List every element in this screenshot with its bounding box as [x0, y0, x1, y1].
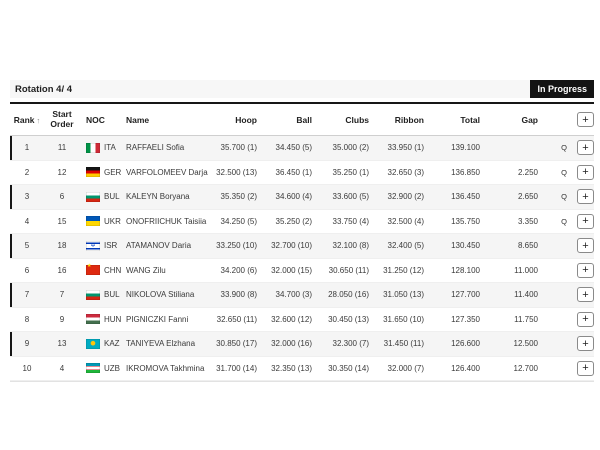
ribbon-score-cell: 31.050 (13) — [383, 290, 424, 300]
start-order-cell: 15 — [57, 216, 67, 226]
noc-code: UZB — [104, 363, 120, 373]
noc-cell — [80, 167, 126, 177]
rank-cell: 6 — [24, 265, 30, 275]
sort-ascending-icon: ↑ — [36, 115, 41, 125]
table-row — [10, 283, 594, 308]
clubs-score-cell: 32.100 (8) — [332, 241, 369, 251]
gap-cell: 11.000 — [514, 265, 538, 275]
column-header-start-order: Start Order — [50, 108, 74, 129]
noc-cell — [80, 192, 126, 202]
rank-cell: 2 — [24, 167, 30, 177]
clubs-score-cell: 32.300 (7) — [332, 339, 369, 349]
athlete-name: KALEYN Boryana — [126, 192, 190, 202]
ball-score-cell: 34.600 (4) — [275, 192, 312, 202]
total-score-cell: 126.400 — [451, 363, 480, 373]
noc-code: CHN — [104, 265, 122, 275]
start-order-cell: 6 — [59, 192, 65, 202]
start-order-cell: 9 — [59, 314, 65, 324]
ball-score-cell: 32.000 (16) — [271, 339, 312, 349]
gap-cell: 12.700 — [513, 363, 538, 373]
noc-code: KAZ — [104, 339, 120, 349]
hoop-score-cell: 32.500 (13) — [216, 167, 257, 177]
ribbon-score-cell: 32.400 (5) — [387, 241, 424, 251]
ball-score-cell: 34.450 (5) — [275, 143, 312, 153]
athlete-name: IKROMOVA Takhmina — [126, 363, 205, 373]
results-table — [10, 102, 594, 382]
hoop-score-cell: 33.900 (8) — [220, 290, 257, 300]
table-row — [10, 185, 594, 210]
flag-uzb-icon — [86, 363, 100, 373]
expand-row-button[interactable]: + — [577, 312, 594, 327]
table-row — [10, 357, 594, 382]
column-header-gap: Gap — [521, 114, 538, 125]
qualified-marker: Q — [561, 216, 567, 226]
hoop-score-cell: 30.850 (17) — [216, 339, 257, 349]
ribbon-score-cell: 32.000 (7) — [387, 363, 424, 373]
expand-row-button[interactable]: + — [577, 361, 594, 376]
flag-chn-icon — [86, 265, 100, 275]
clubs-score-cell: 33.750 (4) — [332, 216, 369, 226]
total-score-cell: 139.100 — [451, 143, 480, 153]
noc-code: BUL — [104, 290, 120, 300]
hoop-score-cell: 33.250 (10) — [216, 241, 257, 251]
rotation-label: Rotation 4/ 4 — [15, 83, 73, 95]
ribbon-score-cell: 32.650 (3) — [387, 167, 424, 177]
column-header-noc: NOC — [86, 114, 105, 125]
noc-cell — [80, 265, 126, 275]
rank-cell: 8 — [24, 314, 30, 324]
noc-code: BUL — [104, 192, 120, 202]
noc-cell — [80, 143, 126, 153]
clubs-score-cell: 33.600 (5) — [332, 192, 369, 202]
athlete-name: WANG Zilu — [126, 265, 166, 275]
expand-row-button[interactable]: + — [577, 287, 594, 302]
start-order-cell: 4 — [59, 363, 65, 373]
noc-code: UKR — [104, 216, 121, 226]
noc-cell — [80, 363, 126, 373]
table-row — [10, 136, 594, 161]
hoop-score-cell: 32.650 (11) — [216, 314, 257, 324]
start-order-cell: 12 — [57, 167, 67, 177]
column-header-hoop: Hoop — [235, 114, 257, 125]
flag-ger-icon — [86, 167, 100, 177]
gap-cell: 11.400 — [514, 290, 538, 300]
total-score-cell: 130.450 — [451, 241, 480, 251]
start-order-cell: 13 — [57, 339, 67, 349]
rank-cell: 3 — [24, 192, 30, 202]
ball-score-cell: 32.350 (13) — [271, 363, 312, 373]
noc-cell — [80, 216, 126, 226]
table-row — [10, 308, 594, 333]
total-score-cell: 126.600 — [451, 339, 480, 349]
results-panel — [10, 80, 594, 382]
clubs-score-cell: 35.000 (2) — [332, 143, 369, 153]
start-order-cell: 11 — [57, 143, 67, 153]
gap-cell: 3.350 — [517, 216, 538, 226]
noc-code: ISR — [104, 241, 118, 251]
ribbon-score-cell: 33.950 (1) — [387, 143, 424, 153]
flag-ukr-icon — [86, 216, 100, 226]
expand-row-button[interactable]: + — [577, 238, 594, 253]
clubs-score-cell: 28.050 (16) — [328, 290, 369, 300]
clubs-score-cell: 30.350 (14) — [328, 363, 369, 373]
flag-bul-icon — [86, 192, 100, 202]
rank-cell: 7 — [24, 290, 30, 300]
flag-isr-icon — [86, 241, 100, 251]
gap-cell: 2.250 — [517, 167, 538, 177]
table-row — [10, 210, 594, 235]
ribbon-score-cell: 31.250 (12) — [383, 265, 424, 275]
rotation-bar — [10, 80, 594, 98]
ball-score-cell: 35.250 (2) — [275, 216, 312, 226]
rank-cell: 10 — [22, 363, 32, 373]
noc-cell — [80, 339, 126, 349]
athlete-name: PIGNICZKI Fanni — [126, 314, 189, 324]
total-score-cell: 127.700 — [451, 290, 480, 300]
table-row — [10, 234, 594, 259]
rank-cell: 9 — [24, 339, 30, 349]
rank-cell: 1 — [24, 143, 30, 153]
expand-row-button[interactable]: + — [577, 165, 594, 180]
qualified-marker: Q — [561, 167, 567, 177]
clubs-score-cell: 30.650 (11) — [328, 265, 369, 275]
athlete-name: ATAMANOV Daria — [126, 241, 192, 251]
noc-cell — [80, 314, 126, 324]
gap-cell: 8.650 — [517, 241, 538, 251]
start-order-cell: 16 — [57, 265, 67, 275]
expand-row-button[interactable]: + — [577, 263, 594, 278]
flag-hun-icon — [86, 314, 100, 324]
clubs-score-cell: 35.250 (1) — [332, 167, 369, 177]
ribbon-score-cell: 31.650 (10) — [383, 314, 424, 324]
table-row — [10, 161, 594, 186]
total-score-cell: 135.750 — [451, 216, 480, 226]
athlete-name: VARFOLOMEEV Darja — [126, 167, 208, 177]
expand-row-button[interactable]: + — [577, 189, 594, 204]
noc-code: HUN — [104, 314, 122, 324]
table-header-row — [10, 104, 594, 136]
expand-row-button[interactable]: + — [577, 214, 594, 229]
column-header-total: Total — [460, 114, 480, 125]
ball-score-cell: 32.700 (10) — [271, 241, 312, 251]
column-header-name: Name — [126, 114, 150, 125]
gap-cell: 11.750 — [514, 314, 538, 324]
noc-cell — [80, 290, 126, 300]
total-score-cell: 128.100 — [451, 265, 480, 275]
hoop-score-cell: 35.700 (1) — [220, 143, 257, 153]
hoop-score-cell: 34.250 (5) — [220, 216, 257, 226]
qualified-marker: Q — [561, 192, 567, 202]
hoop-score-cell: 34.200 (6) — [220, 265, 257, 275]
column-header-clubs: Clubs — [345, 114, 369, 125]
ball-score-cell: 32.600 (12) — [271, 314, 312, 324]
ribbon-score-cell: 32.500 (4) — [387, 216, 424, 226]
column-header-ball: Ball — [296, 114, 312, 125]
athlete-name: NIKOLOVA Stiliana — [126, 290, 195, 300]
noc-code: GER — [104, 167, 122, 177]
flag-bul-icon — [86, 290, 100, 300]
ball-score-cell: 32.000 (15) — [271, 265, 312, 275]
athlete-name: ONOFRIICHUK Taisiia — [126, 216, 207, 226]
column-header-ribbon: Ribbon — [394, 114, 424, 125]
athlete-name: TANIYEVA Elzhana — [126, 339, 196, 349]
gap-cell: 12.500 — [513, 339, 538, 349]
total-score-cell: 136.450 — [451, 192, 480, 202]
flag-ita-icon — [86, 143, 100, 153]
total-score-cell: 136.850 — [451, 167, 480, 177]
table-body — [10, 136, 594, 381]
hoop-score-cell: 31.700 (14) — [216, 363, 257, 373]
qualified-marker: Q — [561, 143, 567, 153]
column-header-rank[interactable]: Rank ↑ — [13, 114, 41, 125]
start-order-cell: 7 — [59, 290, 65, 300]
table-row — [10, 259, 594, 284]
total-score-cell: 127.350 — [451, 314, 480, 324]
athlete-name: RAFFAELI Sofia — [126, 143, 185, 153]
expand-row-button[interactable]: + — [577, 140, 594, 155]
rank-cell: 4 — [24, 216, 30, 226]
gap-cell: 2.650 — [517, 192, 538, 202]
noc-cell — [80, 241, 126, 251]
ball-score-cell: 34.700 (3) — [275, 290, 312, 300]
ribbon-score-cell: 32.900 (2) — [387, 192, 424, 202]
ball-score-cell: 36.450 (1) — [275, 167, 312, 177]
ribbon-score-cell: 31.450 (11) — [383, 339, 424, 349]
table-row — [10, 332, 594, 357]
status-badge: In Progress — [530, 80, 594, 98]
flag-kaz-icon — [86, 339, 100, 349]
expand-all-button[interactable]: + — [577, 112, 594, 127]
clubs-score-cell: 30.450 (13) — [328, 314, 369, 324]
expand-row-button[interactable]: + — [577, 336, 594, 351]
start-order-cell: 18 — [57, 241, 67, 251]
noc-code: ITA — [104, 143, 116, 153]
rank-cell: 5 — [24, 241, 30, 251]
hoop-score-cell: 35.350 (2) — [220, 192, 257, 202]
